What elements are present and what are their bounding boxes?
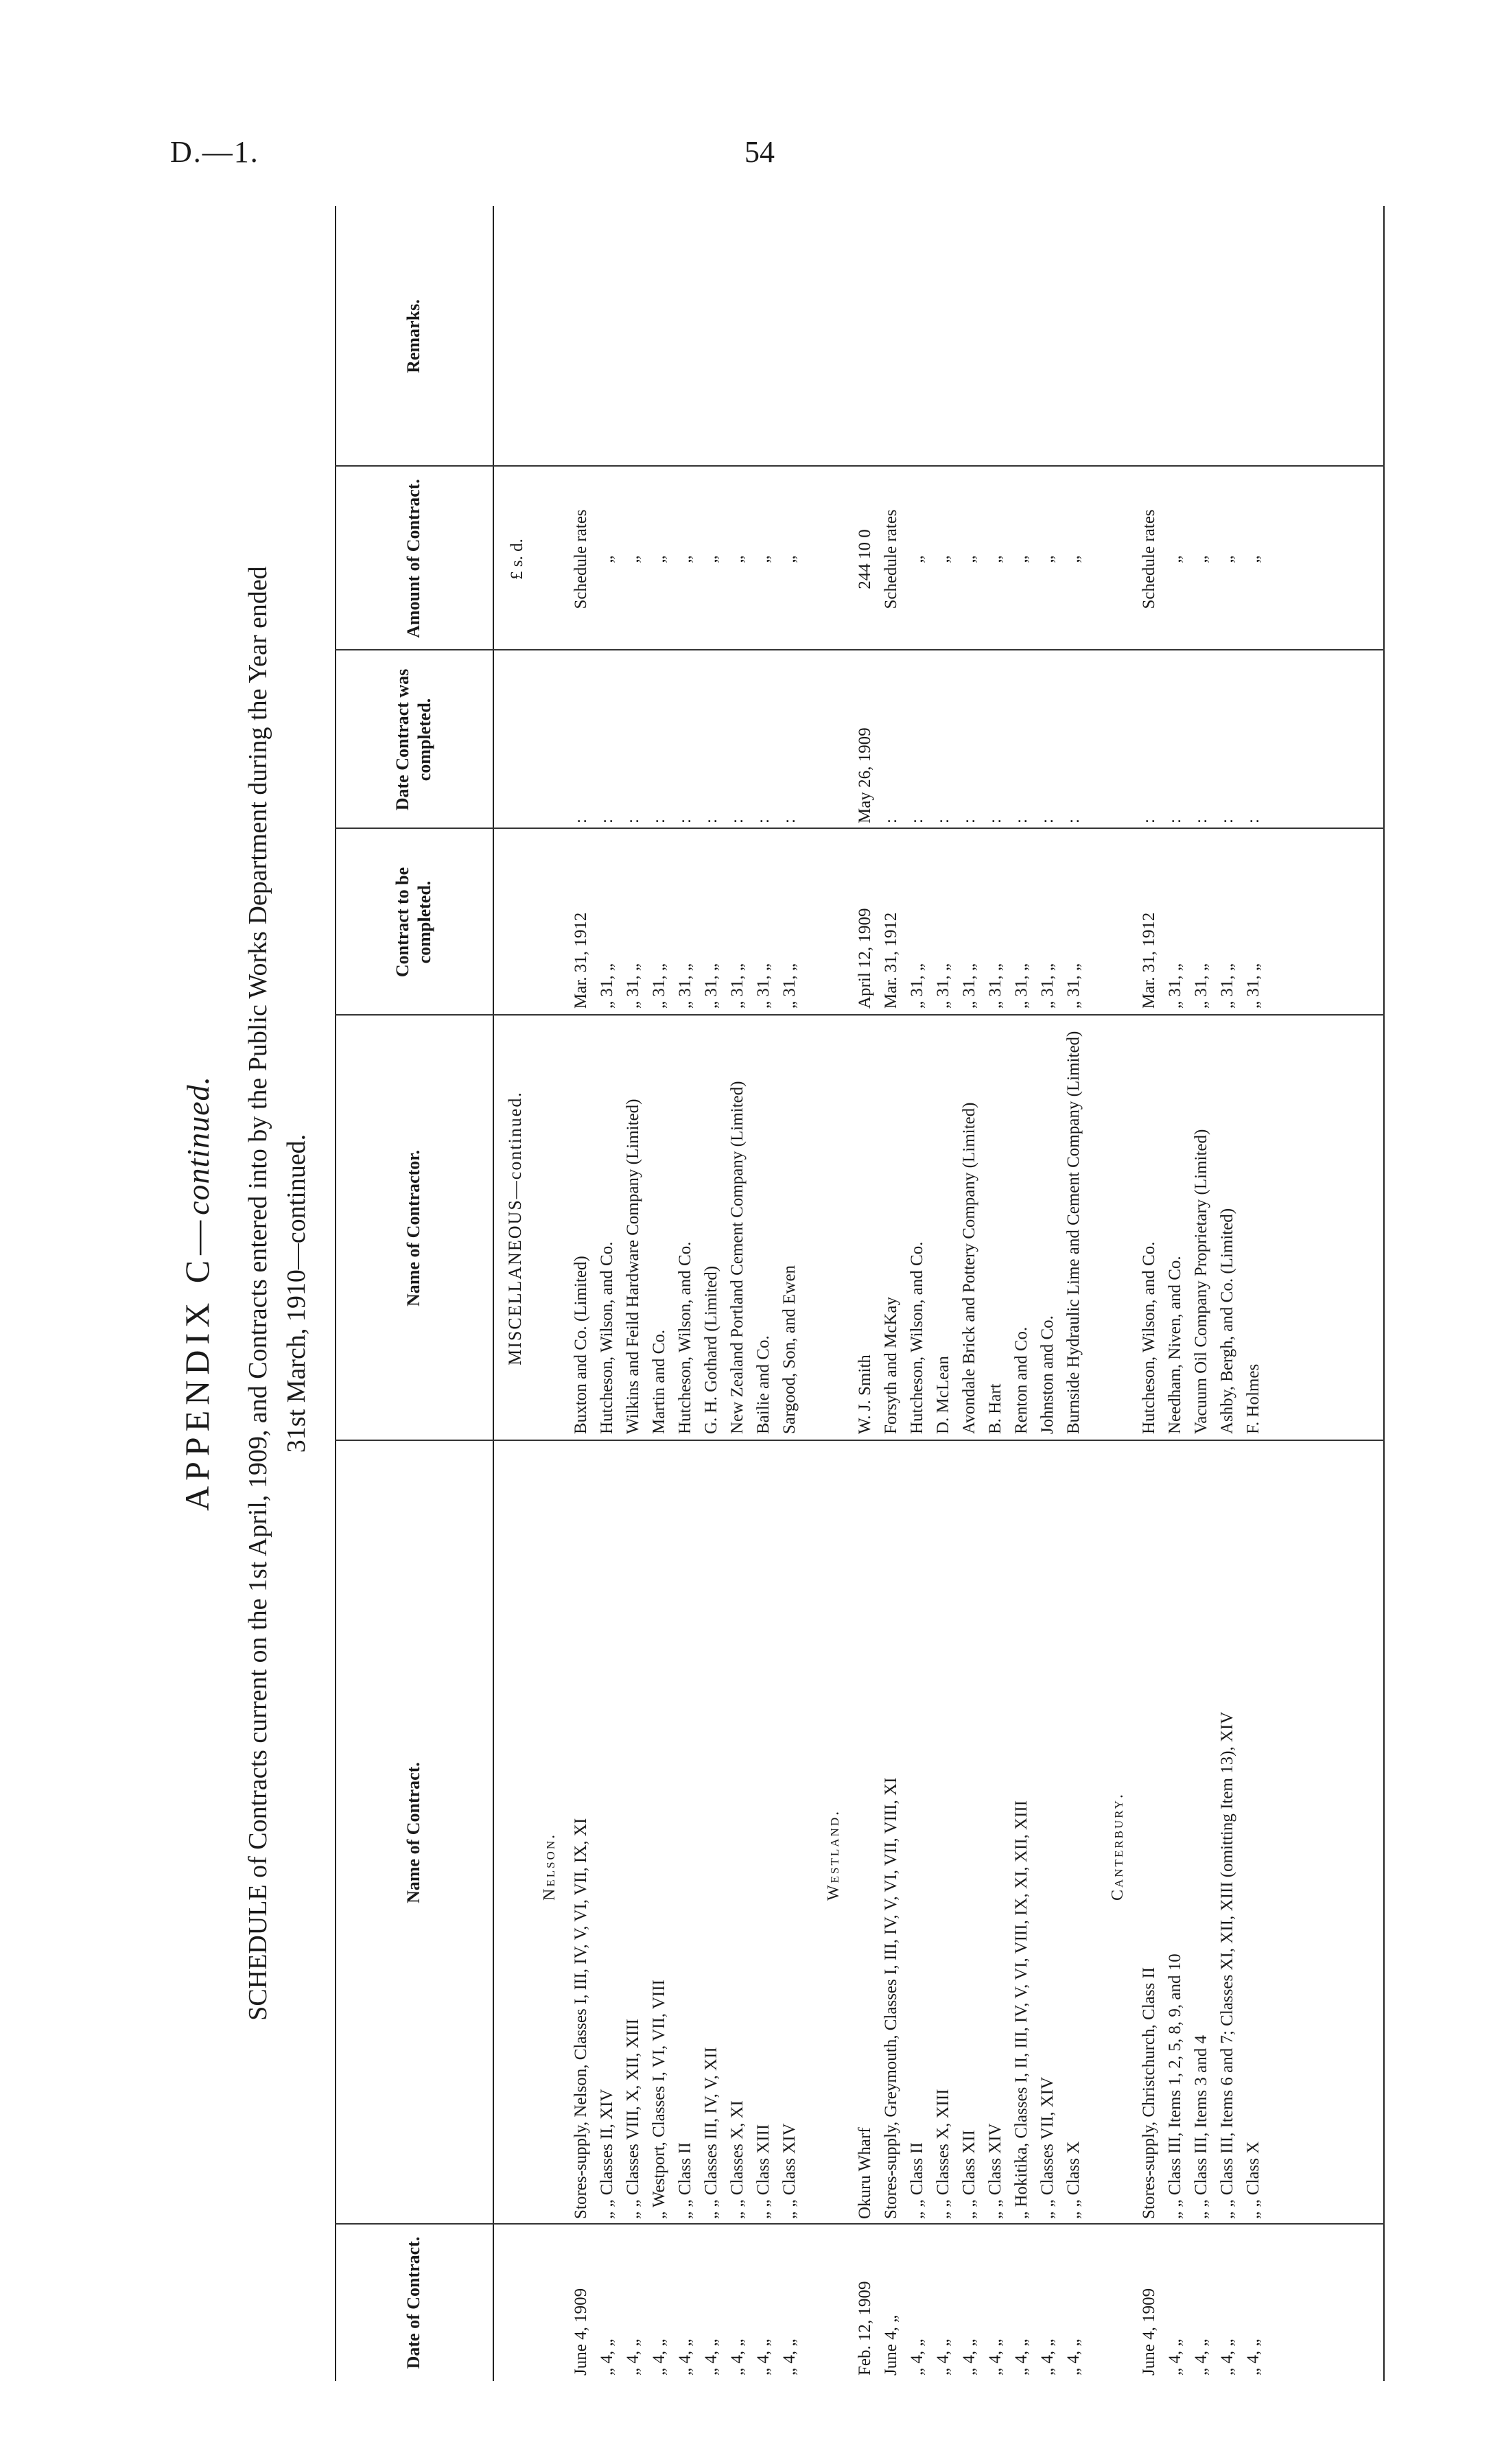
cell-contract: „ Hokitika, Classes I, II, III, IV, V, VI, VIII, IX, XI, XII, XIII — [1012, 1800, 1031, 2219]
cell-amount: „ — [624, 555, 642, 563]
cell-amount: „ — [754, 555, 773, 563]
table-row — [958, 206, 981, 2381]
cell-contractor: Johnston and Co. — [1038, 1315, 1057, 1434]
cell-to-be-completed: Mar. 31, 1912 — [882, 912, 900, 1009]
cell-amount: „ — [1038, 555, 1057, 563]
header-bottom-rule — [493, 206, 494, 2381]
appendix-title-continued: continued. — [180, 1076, 215, 1215]
cell-contractor: G. H. Gothard (Limited) — [702, 1265, 720, 1434]
cell-contractor: New Zealand Portland Cement Company (Limited) — [728, 1081, 747, 1434]
cell-to-be-completed: „ 31, „ — [1192, 963, 1210, 1009]
miscellaneous-heading: MISCELLANEOUS—continued. — [505, 1091, 525, 1365]
header-to-be-completed: Contract to be completed. — [392, 867, 434, 978]
table-row — [778, 206, 801, 2381]
cell-completed: : — [1064, 819, 1083, 823]
appendix-title-main: APPENDIX C— — [178, 1215, 216, 1511]
header-completed: Date Contract was completed. — [392, 668, 434, 811]
cell-completed: : — [1166, 819, 1184, 823]
cell-to-be-completed: „ 31, „ — [754, 963, 773, 1009]
cell-completed: : — [1218, 819, 1236, 823]
cell-contractor: Hutcheson, Wilson, and Co. — [908, 1241, 926, 1434]
cell-completed: : — [624, 819, 642, 823]
cell-contractor: Sargood, Son, and Ewen — [780, 1265, 799, 1434]
table-row — [700, 206, 723, 2381]
cell-contractor: F. Holmes — [1244, 1363, 1263, 1434]
cell-contract: „ „ Classes II, XIV — [598, 2089, 616, 2219]
cell-date: „ 4, „ — [754, 2338, 773, 2375]
cell-contract: Stores-supply, Christchurch, Class II — [1140, 1967, 1158, 2219]
cell-to-be-completed: April 12, 1909 — [856, 908, 874, 1009]
appendix-title — [177, 206, 217, 2381]
cell-date: „ 4, „ — [1244, 2338, 1263, 2375]
cell-to-be-completed: „ 31, „ — [1064, 963, 1083, 1009]
table-row — [1164, 206, 1187, 2381]
table-row — [752, 206, 775, 2381]
header-date: Date of Contract. — [403, 2236, 423, 2369]
cell-to-be-completed: „ 31, „ — [908, 963, 926, 1009]
section-heading: Westland. — [825, 1809, 843, 1901]
cell-amount: „ — [934, 555, 952, 563]
cell-contractor: Hutcheson, Wilson, and Co. — [598, 1241, 616, 1434]
cell-to-be-completed: „ 31, „ — [728, 963, 747, 1009]
cell-contractor: W. J. Smith — [856, 1354, 874, 1434]
cell-amount: „ — [780, 555, 799, 563]
cell-contract: „ „ Class III, Items 3 and 4 — [1192, 2035, 1210, 2219]
cell-contract: „ Westport, Classes I, VI, VII, VIII — [650, 1980, 668, 2219]
table-row — [1138, 206, 1161, 2381]
table-row — [932, 206, 955, 2381]
cell-completed: : — [728, 819, 747, 823]
table-row — [1216, 206, 1239, 2381]
table-row — [854, 206, 877, 2381]
cell-contract: „ „ Class XIII — [754, 2124, 773, 2219]
table-row — [906, 206, 929, 2381]
schedule-title — [239, 206, 316, 2381]
cell-to-be-completed: „ 31, „ — [624, 963, 642, 1009]
cell-to-be-completed: „ 31, „ — [1012, 963, 1031, 1009]
cell-amount: „ — [1166, 555, 1184, 563]
cell-contractor: Hutcheson, Wilson, and Co. — [676, 1241, 694, 1434]
cell-date: „ 4, „ — [960, 2338, 978, 2375]
cell-date: „ 4, „ — [728, 2338, 747, 2375]
cell-completed: : — [960, 819, 978, 823]
cell-completed: : — [1244, 819, 1263, 823]
cell-contractor: Ashby, Bergh, and Co. (Limited) — [1218, 1208, 1236, 1434]
table-row — [1062, 206, 1085, 2381]
page-number: 54 — [744, 135, 775, 169]
cell-to-be-completed: „ 31, „ — [934, 963, 952, 1009]
cell-amount: „ — [1012, 555, 1031, 563]
cell-completed: : — [1012, 819, 1031, 823]
cell-contract: „ „ Class XIV — [780, 2123, 799, 2219]
cell-to-be-completed: „ 31, „ — [986, 963, 1005, 1009]
cell-to-be-completed: „ 31, „ — [1244, 963, 1263, 1009]
cell-completed: : — [702, 819, 720, 823]
cell-amount: „ — [960, 555, 978, 563]
table-row — [648, 206, 671, 2381]
cell-contract: „ „ Class II — [676, 2142, 694, 2219]
cell-contract: „ „ Class XIV — [986, 2123, 1005, 2219]
cell-completed: : — [934, 819, 952, 823]
header-remarks: Remarks. — [403, 299, 423, 373]
cell-amount: Schedule rates — [882, 509, 900, 609]
table-row — [570, 206, 593, 2381]
cell-amount: „ — [1064, 555, 1083, 563]
cell-contract: „ „ Class X — [1064, 2141, 1083, 2219]
header-amount: Amount of Contract. — [403, 479, 423, 638]
cell-contractor: Martin and Co. — [650, 1329, 668, 1434]
cell-to-be-completed: „ 31, „ — [1038, 963, 1057, 1009]
cell-contract: „ „ Classes X, XI — [728, 2100, 747, 2219]
cell-date: June 4, 1909 — [572, 2288, 590, 2375]
cell-date: Feb. 12, 1909 — [856, 2281, 874, 2375]
cell-contractor: Bailie and Co. — [754, 1335, 773, 1434]
table-row — [596, 206, 619, 2381]
table-row — [674, 206, 697, 2381]
cell-completed: : — [1140, 819, 1158, 823]
cell-to-be-completed: „ 31, „ — [1166, 963, 1184, 1009]
cell-amount: „ — [986, 555, 1005, 563]
cell-contract: Okuru Wharf — [856, 2127, 874, 2219]
cell-contract: „ „ Class XII — [960, 2130, 978, 2219]
cell-amount: „ — [702, 555, 720, 563]
cell-contract: „ „ Class II — [908, 2142, 926, 2219]
cell-contractor: D. McLean — [934, 1356, 952, 1434]
cell-to-be-completed: Mar. 31, 1912 — [1140, 912, 1158, 1009]
cell-date: „ 4, „ — [1038, 2338, 1057, 2375]
cell-to-be-completed: „ 31, „ — [960, 963, 978, 1009]
cell-completed: : — [754, 819, 773, 823]
cell-amount: Schedule rates — [1140, 509, 1158, 609]
cell-date: „ 4, „ — [1064, 2338, 1083, 2375]
cell-amount: „ — [908, 555, 926, 563]
cell-amount: „ — [650, 555, 668, 563]
cell-amount: „ — [598, 555, 616, 563]
cell-completed: : — [908, 819, 926, 823]
amount-units: £ s. d. — [508, 539, 526, 580]
cell-contract: „ „ Class X — [1244, 2141, 1263, 2219]
section-heading: Nelson. — [541, 1832, 559, 1901]
cell-contractor: B. Hart — [986, 1383, 1005, 1434]
cell-contract: „ „ Class III, Items 1, 2, 5, 8, 9, and 10 — [1166, 1953, 1184, 2219]
cell-completed: : — [650, 819, 668, 823]
cell-date: „ 4, „ — [986, 2338, 1005, 2375]
cell-completed: : — [1038, 819, 1057, 823]
cell-date: „ 4, „ — [676, 2338, 694, 2375]
cell-contractor: Hutcheson, Wilson, and Co. — [1140, 1241, 1158, 1434]
page-reference: D.—1. — [170, 135, 259, 169]
cell-contractor: Burnside Hydraulic Lime and Cement Company (Limited) — [1064, 1031, 1083, 1434]
cell-completed: : — [676, 819, 694, 823]
table-row — [1242, 206, 1265, 2381]
cell-to-be-completed: Mar. 31, 1912 — [572, 912, 590, 1009]
cell-date: „ 4, „ — [934, 2338, 952, 2375]
cell-amount: Schedule rates — [572, 509, 590, 609]
table-row — [880, 206, 903, 2381]
cell-completed: : — [598, 819, 616, 823]
cell-date: „ 4, „ — [1192, 2338, 1210, 2375]
table-row — [1036, 206, 1059, 2381]
cell-contract: „ „ Classes X, XIII — [934, 2089, 952, 2219]
cell-date: „ 4, „ — [908, 2338, 926, 2375]
table-bottom-rule — [1383, 206, 1385, 2381]
table-row — [726, 206, 749, 2381]
cell-contract: „ „ Classes III, IV, V, XII — [702, 2047, 720, 2219]
cell-to-be-completed: „ 31, „ — [676, 963, 694, 1009]
cell-date: „ 4, „ — [598, 2338, 616, 2375]
cell-amount: „ — [1218, 555, 1236, 563]
table-row — [622, 206, 645, 2381]
cell-date: „ 4, „ — [780, 2338, 799, 2375]
cell-amount: „ — [1244, 555, 1263, 563]
cell-contractor: Buxton and Co. (Limited) — [572, 1256, 590, 1434]
cell-amount: „ — [728, 555, 747, 563]
rotated-page-content — [177, 206, 1385, 2381]
cell-contract: „ „ Class III, Items 6 and 7; Classes XI, XII, XIII (omitting Item 13), XIV — [1218, 1711, 1236, 2219]
cell-completed: : — [780, 819, 799, 823]
cell-contractor: Avondale Brick and Pottery Company (Limited) — [960, 1102, 978, 1434]
cell-contract: „ „ Classes VIII, X, XII, XIII — [624, 2019, 642, 2219]
schedule-title-line2: 31st March, 1910—continued. — [282, 1134, 311, 1453]
header-contract: Name of Contract. — [403, 1762, 423, 1903]
cell-date: „ 4, „ — [702, 2338, 720, 2375]
cell-completed: : — [882, 819, 900, 823]
table-row — [1190, 206, 1213, 2381]
cell-contract: Stores-supply, Greymouth, Classes I, III, IV, V, VI, VII, VIII, XI — [882, 1777, 900, 2219]
table-row — [1010, 206, 1033, 2381]
cell-completed: May 26, 1909 — [856, 727, 874, 823]
cell-amount: „ — [1192, 555, 1210, 563]
table-row — [984, 206, 1007, 2381]
cell-completed: : — [986, 819, 1005, 823]
cell-completed: : — [572, 819, 590, 823]
cell-contractor: Needham, Niven, and Co. — [1166, 1256, 1184, 1434]
cell-to-be-completed: „ 31, „ — [780, 963, 799, 1009]
cell-date: „ 4, „ — [1012, 2338, 1031, 2375]
cell-to-be-completed: „ 31, „ — [650, 963, 668, 1009]
cell-to-be-completed: „ 31, „ — [1218, 963, 1236, 1009]
cell-contractor: Renton and Co. — [1012, 1326, 1031, 1434]
cell-to-be-completed: „ 31, „ — [598, 963, 616, 1009]
cell-contract: Stores-supply, Nelson, Classes I, III, IV, V, VI, VII, IX, XI — [572, 1818, 590, 2219]
contracts-table — [335, 206, 1385, 2381]
cell-date: June 4, 1909 — [1140, 2288, 1158, 2375]
section-heading: Canterbury. — [1109, 1792, 1127, 1901]
cell-amount: 244 10 0 — [856, 529, 874, 589]
cell-date: „ 4, „ — [1218, 2338, 1236, 2375]
cell-amount: „ — [676, 555, 694, 563]
cell-date: „ 4, „ — [650, 2338, 668, 2375]
cell-date: „ 4, „ — [624, 2338, 642, 2375]
schedule-title-line1: SCHEDULE of Contracts current on the 1st April, 1909, and Contracts entered into by the Public Works Department during the Year ended — [244, 566, 272, 2021]
cell-date: „ 4, „ — [1166, 2338, 1184, 2375]
cell-contract: „ „ Classes VII, XIV — [1038, 2076, 1057, 2219]
cell-to-be-completed: „ 31, „ — [702, 963, 720, 1009]
cell-completed: : — [1192, 819, 1210, 823]
cell-contractor: Forsyth and McKay — [882, 1297, 900, 1434]
cell-date: June 4, „ — [882, 2314, 900, 2375]
cell-contractor: Wilkins and Feild Hardware Company (Limited) — [624, 1099, 642, 1434]
header-contractor: Name of Contractor. — [403, 1150, 423, 1306]
cell-contractor: Vacuum Oil Company Proprietary (Limited) — [1192, 1129, 1210, 1434]
